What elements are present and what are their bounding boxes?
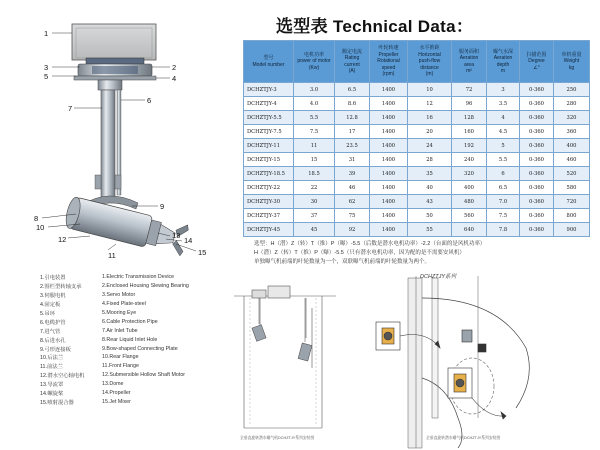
part-name-en: 11.Front Flange: [102, 363, 140, 370]
list-item: [40, 273, 230, 282]
table-cell: 1400: [370, 139, 408, 153]
callout-8: 8: [34, 214, 39, 223]
table-cell: 39: [335, 167, 370, 181]
table-cell: 92: [335, 223, 370, 237]
table-cell: 12: [408, 97, 452, 111]
table-row: [244, 153, 590, 167]
table-cell: 6.5: [335, 83, 370, 97]
part-name-en: 9.Bow-shaped Connecting Plate: [102, 345, 178, 352]
table-cell: 11: [294, 139, 335, 153]
table-cell: 480: [452, 195, 487, 209]
table-cell: 0-360: [520, 153, 554, 167]
list-item: [40, 371, 230, 380]
table-header-cell: 电机功率 power of motor (Kw): [294, 41, 335, 83]
table-cell: 37: [294, 209, 335, 223]
table-cell: 46: [335, 181, 370, 195]
table-cell: 7.5: [294, 125, 335, 139]
table-cell: 43: [408, 195, 452, 209]
list-item: [40, 353, 230, 362]
part-name-en: 1.Electric Transmission Device: [102, 274, 175, 281]
callout-4: 4: [172, 74, 177, 83]
callout-6: 6: [147, 96, 152, 105]
callout-13: 13: [172, 231, 181, 240]
table-cell: 4: [487, 111, 520, 125]
note-line-1: 选型：H（潜）Z（转）T（推）P（曝）-5.5（后数是潜水电机功率）-2.2（台面的是风机功率）: [254, 241, 486, 247]
part-name-cn: 1.引电装置: [40, 275, 66, 282]
list-item: [40, 344, 230, 353]
table-cell: DCHZTJY-5.5: [244, 111, 294, 125]
part-name-cn: 7.进气管: [40, 328, 61, 335]
series-label: DCHZTJY系列: [420, 274, 457, 280]
table-cell: 0-360: [520, 125, 554, 139]
part-name-cn: 4.固定板: [40, 302, 61, 309]
part-name-en: 13.Dome: [102, 381, 124, 388]
part-name-cn: 8.后进水孔: [40, 337, 66, 344]
list-item: [40, 282, 230, 291]
table-cell: 560: [452, 209, 487, 223]
part-name-cn: 9.弓形连接板: [40, 346, 71, 353]
callout-7: 7: [68, 104, 73, 113]
table-cell: DCHZTJY-3: [244, 83, 294, 97]
table-cell: 6: [487, 167, 520, 181]
table-cell: 4.0: [294, 97, 335, 111]
table-cell: 7.8: [487, 223, 520, 237]
table-cell: 400: [554, 139, 590, 153]
table-cell: 20: [408, 125, 452, 139]
table-cell: 0-360: [520, 181, 554, 195]
parts-legend: [40, 273, 230, 406]
table-cell: 7.5: [487, 209, 520, 223]
table-cell: DCHZTJY-37: [244, 209, 294, 223]
list-item: [40, 362, 230, 371]
callout-15: 15: [198, 248, 207, 257]
table-cell: 250: [554, 83, 590, 97]
table-cell: DCHZTJY-18.5: [244, 167, 294, 181]
table-cell: 0-360: [520, 223, 554, 237]
callout-1: 1: [44, 29, 49, 38]
table-cell: 160: [452, 125, 487, 139]
table-cell: 15: [294, 153, 335, 167]
note-line-2: H（潜）Z（转）T（推）P（曝）-5.5（只有潜水电机功率，因为配的是不需要安风机）: [254, 250, 465, 256]
list-item: [40, 326, 230, 335]
table-cell: DCHZTJY-15: [244, 153, 294, 167]
submersible-motor: [69, 197, 152, 247]
list-item: [40, 317, 230, 326]
table-cell: 35: [408, 167, 452, 181]
table-cell: 3: [487, 83, 520, 97]
part-name-en: 5.Mooring Eye: [102, 310, 137, 316]
table-cell: 62: [335, 195, 370, 209]
table-cell: 640: [452, 223, 487, 237]
table-cell: 24: [408, 139, 452, 153]
part-name-en: 10.Rear Flange: [102, 354, 139, 361]
list-item: [40, 389, 230, 398]
table-cell: DCHZTJY-4: [244, 97, 294, 111]
part-name-cn: 12.潜水空心轴电机: [40, 373, 85, 380]
table-cell: 72: [452, 83, 487, 97]
table-cell: 1400: [370, 209, 408, 223]
table-cell: 1400: [370, 153, 408, 167]
table-row: [244, 83, 590, 97]
table-cell: 1400: [370, 125, 408, 139]
table-cell: 8.6: [335, 97, 370, 111]
part-name-en: 12.Submersible Hollow Shaft Motor: [102, 372, 186, 379]
table-cell: 28: [408, 153, 452, 167]
table-cell: 320: [452, 167, 487, 181]
table-row: [244, 223, 590, 237]
table-cell: 360: [554, 125, 590, 139]
table-cell: 0-360: [520, 83, 554, 97]
table-cell: 6.5: [487, 181, 520, 195]
part-name-cn: 15.喷射混合器: [40, 399, 74, 406]
table-header-cell: 扫描范围 Degree ∠°: [520, 41, 554, 83]
air-inlet-tube: [101, 90, 115, 200]
table-cell: 128: [452, 111, 487, 125]
table-row: [244, 125, 590, 139]
table-cell: 900: [554, 223, 590, 237]
table-cell: 800: [554, 209, 590, 223]
table-header-cell: 型号 Model number: [244, 41, 294, 83]
table-cell: 5.5: [487, 153, 520, 167]
table-cell: DCHZTJY-7.5: [244, 125, 294, 139]
callout-14: 14: [184, 236, 193, 245]
table-row: [244, 97, 590, 111]
table-cell: 22: [294, 181, 335, 195]
part-name-cn: 2.围栏型转轴支承: [40, 284, 82, 291]
table-cell: 1400: [370, 181, 408, 195]
part-name-cn: 10.后法兰: [40, 355, 64, 362]
table-cell: 16: [408, 111, 452, 125]
table-cell: 12.8: [335, 111, 370, 125]
callout-5: 5: [44, 72, 49, 81]
table-cell: 0-360: [520, 209, 554, 223]
fixed-plate: [74, 76, 156, 80]
table-cell: 520: [554, 167, 590, 181]
table-header-cell: 额定电流 Rating current (A): [335, 41, 370, 83]
table-cell: 10: [408, 83, 452, 97]
part-name-en: 6.Cable Protection Pipe: [102, 318, 158, 325]
part-name-en: 15.Jet Mixer: [102, 398, 131, 405]
callout-2: 2: [172, 63, 177, 72]
table-cell: 400: [452, 181, 487, 195]
table-header-cell: 服务面积 Aeration area m²: [452, 41, 487, 83]
table-row: [244, 195, 590, 209]
callout-12: 12: [58, 235, 67, 244]
installation-illustration: [226, 268, 600, 450]
aerator-machine-drawing: [0, 0, 225, 265]
callout-10: 10: [36, 223, 45, 232]
part-name-en: 2.Enclosed Housing Slewing Bearing: [102, 283, 189, 290]
installation-drawings: [226, 268, 600, 450]
part-name-cn: 14.螺旋桨: [40, 391, 64, 398]
table-row: [244, 181, 590, 195]
table-header-cell: 水平推距 Horizontal push-flow distance (m): [408, 41, 452, 83]
table-cell: 5: [487, 139, 520, 153]
table-row: [244, 139, 590, 153]
table-cell: 240: [452, 153, 487, 167]
callout-9: 9: [160, 202, 165, 211]
callout-11: 11: [108, 251, 116, 260]
table-cell: 55: [408, 223, 452, 237]
caption-left: 全垂直旋转潜水曝气机DCHZTJY系列安装图: [240, 436, 315, 440]
table-header-cell: 曝气水深 Aeration depth m: [487, 41, 520, 83]
table-header-cell: 单机重量 Weight kg: [554, 41, 590, 83]
part-name-en: 3.Servo Motor: [102, 292, 136, 299]
table-header-row: [244, 41, 590, 83]
table-cell: 40: [408, 181, 452, 195]
table-row: [244, 167, 590, 181]
table-cell: 7.0: [487, 195, 520, 209]
table-cell: 50: [408, 209, 452, 223]
page-title: 选型表 Technical Data：: [276, 17, 474, 36]
table-cell: 1400: [370, 83, 408, 97]
list-item: [40, 335, 230, 344]
table-body: [244, 83, 590, 237]
aerator-illustration: [0, 0, 225, 265]
table-cell: DCHZTJY-45: [244, 223, 294, 237]
caption-right: 全垂直旋转潜水曝气机DCHZTJY系列安装图: [426, 436, 501, 440]
table-cell: 23.5: [335, 139, 370, 153]
list-item: [40, 309, 230, 318]
callout-3: 3: [44, 63, 49, 72]
table-cell: 280: [554, 97, 590, 111]
table-cell: 31: [335, 153, 370, 167]
table-cell: 3.5: [487, 97, 520, 111]
table-cell: 0-360: [520, 195, 554, 209]
table-cell: 0-360: [520, 111, 554, 125]
table-cell: 720: [554, 195, 590, 209]
technical-data-table: [243, 40, 590, 237]
part-name-en: 8.Rear Liquid Inlet Hole: [102, 336, 158, 343]
list-item: [40, 397, 230, 406]
list-item: [40, 291, 230, 300]
table-cell: 75: [335, 209, 370, 223]
part-name-cn: 13.导流罩: [40, 382, 64, 389]
table-row: [244, 209, 590, 223]
part-name-cn: 3.伺服电机: [40, 293, 66, 300]
table-cell: 5.5: [294, 111, 335, 125]
part-name-cn: 11.前法兰: [40, 364, 63, 371]
table-cell: 3.0: [294, 83, 335, 97]
table-cell: 192: [452, 139, 487, 153]
table-cell: DCHZTJY-22: [244, 181, 294, 195]
table-cell: 4.5: [487, 125, 520, 139]
table-cell: 18.5: [294, 167, 335, 181]
table-header-cell: 叶轮转速 Propeller Rotational speed (rpm): [370, 41, 408, 83]
note-line-3: 单独曝气机前端的叶轮数量为一个，双联曝气机前端的叶轮数量为两个。: [254, 259, 431, 265]
table-cell: 1400: [370, 167, 408, 181]
table-cell: 1400: [370, 223, 408, 237]
table-cell: 30: [294, 195, 335, 209]
part-name-en: 4.Fixed Plate-steel: [102, 301, 146, 308]
list-item: [40, 380, 230, 389]
table-cell: 460: [554, 153, 590, 167]
table-cell: 96: [452, 97, 487, 111]
table-cell: 0-360: [520, 97, 554, 111]
table-cell: 1400: [370, 111, 408, 125]
table-cell: 0-360: [520, 167, 554, 181]
table-cell: DCHZTJY-30: [244, 195, 294, 209]
table-cell: 580: [554, 181, 590, 195]
part-name-en: 7.Air Inlet Tube: [102, 327, 138, 334]
table-cell: 45: [294, 223, 335, 237]
table-cell: DCHZTJY-11: [244, 139, 294, 153]
part-name-en: 14.Propeller: [102, 390, 131, 397]
table-cell: 320: [554, 111, 590, 125]
table-cell: 17: [335, 125, 370, 139]
transmission-box: [72, 24, 156, 60]
table-row: [244, 111, 590, 125]
table-cell: 1400: [370, 97, 408, 111]
table-cell: 1400: [370, 195, 408, 209]
part-name-cn: 5.吊环: [40, 311, 56, 317]
table-cell: 0-360: [520, 139, 554, 153]
list-item: [40, 300, 230, 309]
part-name-cn: 6.电缆护管: [40, 319, 66, 326]
